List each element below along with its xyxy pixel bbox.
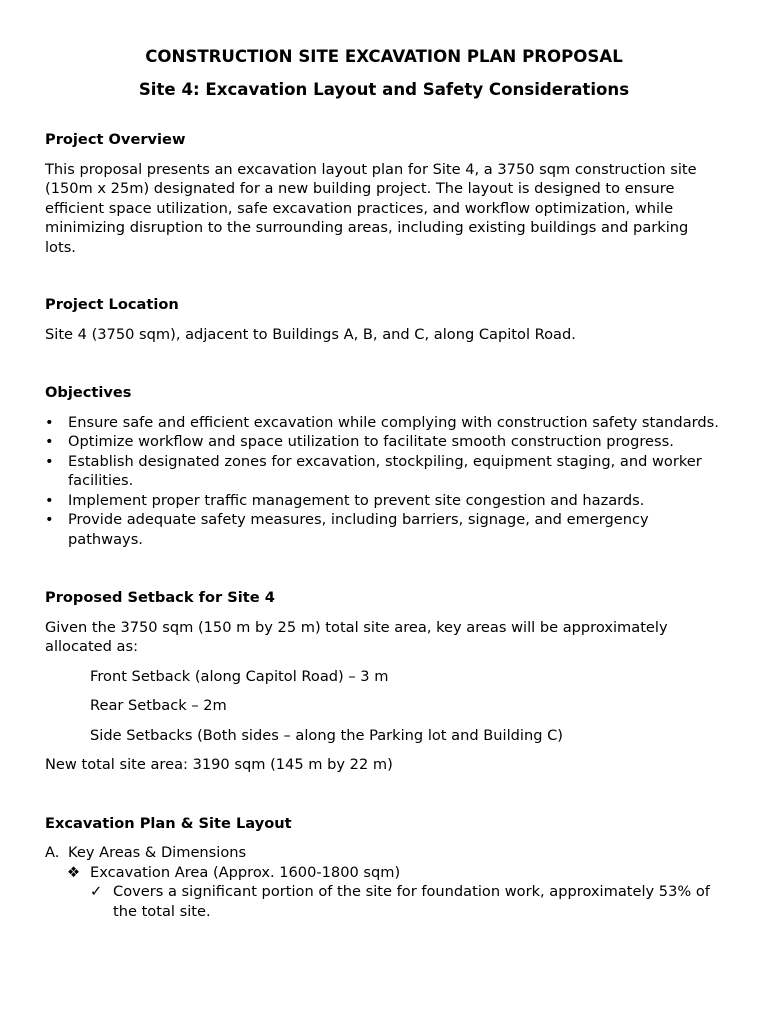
subsection-key-areas	[45, 843, 723, 863]
bullet-icon: •	[45, 433, 54, 450]
document-subtitle: Site 4: Excavation Layout and Safety Considerations	[138, 80, 630, 99]
heading-setback: Proposed Setback for Site 4	[45, 589, 275, 606]
section-project-location	[45, 295, 723, 344]
bullet-icon: •	[45, 452, 54, 470]
list-item-text: Provide adequate safety measures, including barriers, signage, and emergency pathways.	[68, 511, 649, 548]
paragraph-setback-intro: Given the 3750 sqm (150 m by 25 m) total site area, key areas will be approximately allocated as:	[45, 618, 668, 655]
heading-project-overview: Project Overview	[45, 131, 186, 148]
paragraph-project-overview: This proposal presents an excavation layout plan for Site 4, a 3750 sqm construction site (150m x 25m) designated for a new building project. The layout is designed to ensure efficient space utilization, safe excavation practices, and workflow optimization, while minimizing disruption to the surrounding areas, including existing buildings and parking lots.	[45, 160, 697, 256]
section-excavation-plan	[45, 814, 723, 922]
excavation-area-detail-item	[45, 882, 723, 921]
heading-objectives: Objectives	[45, 384, 132, 401]
checkmark-icon: ✓	[90, 883, 103, 900]
paragraph-project-location: Site 4 (3750 sqm), adjacent to Buildings A, B, and C, along Capitol Road.	[45, 325, 576, 343]
paragraph-new-total-area: New total site area: 3190 sqm (145 m by 22 m)	[45, 756, 393, 773]
section-setback	[45, 588, 723, 775]
section-marker: A.	[45, 844, 60, 861]
section-objectives	[45, 383, 723, 549]
heading-excavation-plan: Excavation Plan & Site Layout	[45, 814, 292, 832]
bullet-icon: •	[45, 511, 54, 528]
section-project-overview	[45, 130, 723, 257]
list-item	[45, 432, 723, 452]
excavation-area-item	[45, 863, 723, 883]
list-item-text: Optimize workflow and space utilization to facilitate smooth construction progress.	[68, 433, 674, 450]
list-item-text: Ensure safe and efficient excavation while complying with construction safety standards.	[68, 413, 719, 431]
diamond-bullet-icon: ❖	[67, 863, 81, 881]
bullet-icon: •	[45, 491, 54, 509]
objectives-list	[45, 413, 723, 550]
excavation-area-detail: Covers a significant portion of the site for foundation work, approximately 53% of the total site.	[113, 883, 710, 920]
setback-front-line: Front Setback (along Capitol Road) – 3 m	[90, 667, 389, 685]
setback-rear-line: Rear Setback – 2m	[90, 697, 227, 714]
list-item	[45, 510, 723, 549]
bullet-icon: •	[45, 413, 54, 431]
document-title: CONSTRUCTION SITE EXCAVATION PLAN PROPOSAL	[145, 47, 623, 66]
setback-side-line: Side Setbacks (Both sides – along the Parking lot and Building C)	[90, 726, 563, 744]
excavation-area-label: Excavation Area (Approx. 1600-1800 sqm)	[90, 863, 401, 881]
subsection-key-areas-label: Key Areas & Dimensions	[68, 844, 247, 861]
list-item	[45, 452, 723, 491]
list-item-text: Establish designated zones for excavation, stockpiling, equipment staging, and worker facilities.	[68, 452, 702, 489]
list-item	[45, 491, 723, 511]
heading-project-location: Project Location	[45, 296, 179, 313]
list-item-text: Implement proper traffic management to prevent site congestion and hazards.	[68, 491, 645, 509]
list-item	[45, 413, 723, 433]
